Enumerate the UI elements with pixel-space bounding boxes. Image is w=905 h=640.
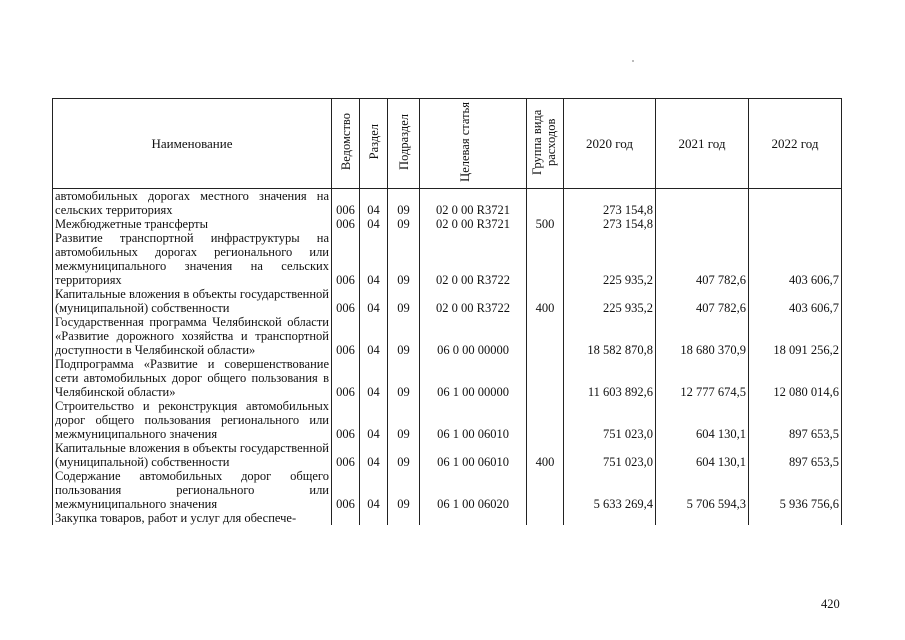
row-dept: 006 [332,189,360,218]
table-row [53,441,842,469]
row-section: 04 [360,399,388,441]
row-subsection: 09 [388,189,420,218]
row-amount-2020: 18 582 870,8 [564,315,656,357]
row-subsection [388,511,420,525]
row-target: 06 1 00 06010 [420,441,527,469]
table-row [53,217,842,231]
row-amount-2022 [749,217,842,231]
row-subsection: 09 [388,469,420,511]
header-dept: Ведомство [332,99,360,189]
row-name: Подпрограмма «Развитие и совершенствование сети автомобильных дорог общего пользования в Челябинской области» [53,357,332,399]
row-amount-2022: 18 091 256,2 [749,315,842,357]
row-section: 04 [360,189,388,218]
row-dept: 006 [332,287,360,315]
row-expense-group: 500 [527,217,564,231]
row-amount-2021: 407 782,6 [656,231,749,287]
row-amount-2020: 273 154,8 [564,189,656,218]
header-expense-group: Группа вида расходов [527,99,564,189]
row-amount-2020: 751 023,0 [564,441,656,469]
row-target: 02 0 00 R3722 [420,287,527,315]
row-target: 06 1 00 00000 [420,357,527,399]
row-amount-2021 [656,511,749,525]
row-name: Содержание автомобильных дорог общего пользования регионального или межмуниципального значения [53,469,332,511]
table-row [53,469,842,511]
row-dept: 006 [332,469,360,511]
row-amount-2020 [564,511,656,525]
header-2020: 2020 год [564,99,656,189]
row-target: 06 1 00 06010 [420,399,527,441]
row-expense-group [527,315,564,357]
row-amount-2021: 18 680 370,9 [656,315,749,357]
row-amount-2021: 12 777 674,5 [656,357,749,399]
table-row [53,287,842,315]
row-dept: 006 [332,231,360,287]
table-row [53,399,842,441]
row-name: Закупка товаров, работ и услуг для обеспече- [53,511,332,525]
row-section: 04 [360,469,388,511]
row-amount-2020: 5 633 269,4 [564,469,656,511]
table-row [53,315,842,357]
row-name: Развитие транспортной инфраструктуры на автомобильных дорогах регионального или межмуниципального значения на сельских территориях [53,231,332,287]
row-section: 04 [360,231,388,287]
row-expense-group [527,399,564,441]
row-amount-2020: 11 603 892,6 [564,357,656,399]
row-expense-group [527,511,564,525]
header-2021: 2021 год [656,99,749,189]
row-name: Капитальные вложения в объекты государственной (муниципальной) собственности [53,441,332,469]
row-dept: 006 [332,441,360,469]
scan-speck [632,60,634,62]
row-subsection: 09 [388,357,420,399]
header-name: Наименование [53,99,332,189]
row-section: 04 [360,357,388,399]
row-target: 06 1 00 06020 [420,469,527,511]
row-expense-group [527,189,564,218]
header-section: Раздел [360,99,388,189]
row-amount-2021: 604 130,1 [656,441,749,469]
row-section: 04 [360,217,388,231]
row-amount-2022: 5 936 756,6 [749,469,842,511]
row-amount-2021: 5 706 594,3 [656,469,749,511]
row-amount-2020: 225 935,2 [564,231,656,287]
header-target: Целевая статья [420,99,527,189]
budget-table [52,98,842,525]
row-section: 04 [360,441,388,469]
row-amount-2020: 225 935,2 [564,287,656,315]
row-name: Капитальные вложения в объекты государственной (муниципальной) собственности [53,287,332,315]
row-target: 02 0 00 R3722 [420,231,527,287]
row-expense-group [527,231,564,287]
row-expense-group [527,469,564,511]
row-section: 04 [360,315,388,357]
row-amount-2021 [656,189,749,218]
header-2022: 2022 год [749,99,842,189]
row-section: 04 [360,287,388,315]
row-expense-group: 400 [527,441,564,469]
row-dept: 006 [332,217,360,231]
row-amount-2021: 407 782,6 [656,287,749,315]
row-amount-2020: 751 023,0 [564,399,656,441]
row-name: Государственная программа Челябинской области «Развитие дорожного хозяйства и транспортной доступности в Челябинской области» [53,315,332,357]
row-name: автомобильных дорогах местного значения на сельских территориях [53,189,332,218]
row-target: 02 0 00 R3721 [420,217,527,231]
row-amount-2022: 403 606,7 [749,287,842,315]
table-body [53,189,842,526]
row-target [420,511,527,525]
row-name: Строительство и реконструкция автомобильных дорог общего пользования регионального или межмуниципального значения [53,399,332,441]
page-number: 420 [821,597,840,611]
row-amount-2022 [749,511,842,525]
table-row [53,511,842,525]
row-subsection: 09 [388,287,420,315]
row-amount-2021 [656,217,749,231]
row-target: 02 0 00 R3721 [420,189,527,218]
table-row [53,189,842,218]
row-section [360,511,388,525]
row-amount-2022: 897 653,5 [749,399,842,441]
row-expense-group: 400 [527,287,564,315]
row-name: Межбюджетные трансферты [53,217,332,231]
row-amount-2022: 403 606,7 [749,231,842,287]
row-subsection: 09 [388,315,420,357]
row-dept [332,511,360,525]
row-amount-2020: 273 154,8 [564,217,656,231]
row-dept: 006 [332,399,360,441]
row-amount-2022: 897 653,5 [749,441,842,469]
row-subsection: 09 [388,399,420,441]
row-dept: 006 [332,357,360,399]
row-subsection: 09 [388,217,420,231]
row-subsection: 09 [388,441,420,469]
header-subsection: Подраздел [388,99,420,189]
row-dept: 006 [332,315,360,357]
table-row [53,231,842,287]
row-expense-group [527,357,564,399]
header-row [53,99,842,189]
row-amount-2022 [749,189,842,218]
row-amount-2021: 604 130,1 [656,399,749,441]
table-row [53,357,842,399]
row-subsection: 09 [388,231,420,287]
row-amount-2022: 12 080 014,6 [749,357,842,399]
row-target: 06 0 00 00000 [420,315,527,357]
